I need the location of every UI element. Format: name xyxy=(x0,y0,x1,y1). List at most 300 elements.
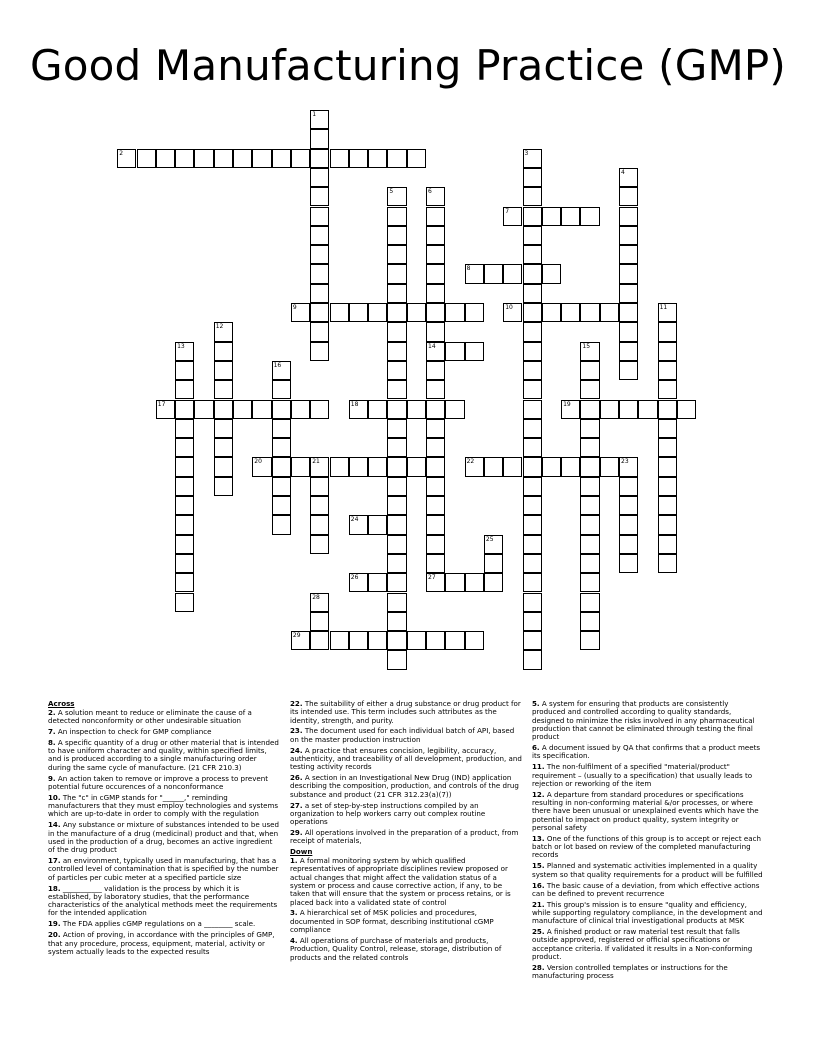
grid-cell[interactable] xyxy=(387,554,406,573)
grid-cell[interactable] xyxy=(349,573,368,592)
grid-cell[interactable] xyxy=(619,322,638,341)
grid-cell[interactable] xyxy=(214,457,233,476)
grid-cell[interactable] xyxy=(387,322,406,341)
grid-cell[interactable] xyxy=(426,400,445,419)
grid-cell[interactable] xyxy=(310,322,329,341)
clue-number-label: 16. xyxy=(532,880,545,890)
clue-number-label: 6. xyxy=(532,743,540,753)
clue-text: An inspection to check for GMP compliance xyxy=(55,726,212,736)
grid-cell[interactable] xyxy=(214,342,233,361)
grid-cell[interactable] xyxy=(426,207,445,226)
grid-cell[interactable] xyxy=(658,342,677,361)
grid-cell[interactable] xyxy=(310,187,329,206)
grid-cell[interactable] xyxy=(445,400,464,419)
grid-cell[interactable] xyxy=(677,400,696,419)
grid-cell[interactable] xyxy=(214,322,233,341)
grid-cell[interactable] xyxy=(291,400,310,419)
grid-cell[interactable] xyxy=(445,573,464,592)
grid-cell[interactable] xyxy=(619,245,638,264)
grid-cell[interactable] xyxy=(580,361,599,380)
clue-text: Planned and systematic activities implemented in a quality system so that quality requirements for a product will be fulfilled xyxy=(532,861,763,879)
grid-cell[interactable] xyxy=(387,380,406,399)
grid-cell[interactable] xyxy=(291,303,310,322)
grid-cell[interactable] xyxy=(407,457,426,476)
grid-cell[interactable] xyxy=(387,284,406,303)
clue xyxy=(290,829,522,846)
grid-cell[interactable] xyxy=(387,226,406,245)
grid-cell[interactable] xyxy=(272,419,291,438)
clue xyxy=(48,709,280,726)
grid-cell[interactable] xyxy=(484,535,503,554)
grid-cell[interactable] xyxy=(580,593,599,612)
clue-number-label: 13. xyxy=(532,833,545,843)
grid-cell[interactable] xyxy=(561,457,580,476)
grid-cell[interactable] xyxy=(175,457,194,476)
grid-cell[interactable] xyxy=(619,168,638,187)
clue-number: 29 xyxy=(292,632,301,640)
grid-cell[interactable] xyxy=(523,573,542,592)
grid-cell[interactable] xyxy=(658,496,677,515)
grid-cell[interactable] xyxy=(523,554,542,573)
grid-cell[interactable] xyxy=(542,264,561,283)
clue-number: 27 xyxy=(428,574,436,582)
clue-text: The FDA applies cGMP regulations on a ________ scale. xyxy=(60,919,256,929)
grid-cell[interactable] xyxy=(214,419,233,438)
grid-cell[interactable] xyxy=(619,496,638,515)
grid-cell[interactable] xyxy=(600,457,619,476)
grid-cell[interactable] xyxy=(175,554,194,573)
grid-cell[interactable] xyxy=(252,149,271,168)
grid-cell[interactable] xyxy=(310,400,329,419)
grid-cell[interactable] xyxy=(387,303,406,322)
grid-cell[interactable] xyxy=(619,187,638,206)
grid-cell[interactable] xyxy=(638,400,657,419)
grid-cell[interactable] xyxy=(156,400,175,419)
grid-cell[interactable] xyxy=(310,535,329,554)
grid-cell[interactable] xyxy=(561,303,580,322)
grid-cell[interactable] xyxy=(387,477,406,496)
grid-cell[interactable] xyxy=(387,264,406,283)
grid-cell[interactable] xyxy=(580,535,599,554)
grid-cell[interactable] xyxy=(619,535,638,554)
grid-cell[interactable] xyxy=(175,573,194,592)
grid-cell[interactable] xyxy=(580,342,599,361)
grid-cell[interactable] xyxy=(310,110,329,129)
grid-cell[interactable] xyxy=(175,400,194,419)
grid-cell[interactable] xyxy=(426,631,445,650)
grid-cell[interactable] xyxy=(580,573,599,592)
clue-number-label: 12. xyxy=(532,789,545,799)
clue xyxy=(48,920,280,928)
grid-cell[interactable] xyxy=(233,400,252,419)
grid-cell[interactable] xyxy=(658,303,677,322)
clue-text: A document issued by QA that confirms that a product meets its specification. xyxy=(532,743,761,761)
grid-cell[interactable] xyxy=(561,400,580,419)
grid-cell[interactable] xyxy=(310,496,329,515)
grid-cell[interactable] xyxy=(214,477,233,496)
grid-cell[interactable] xyxy=(117,149,136,168)
grid-cell[interactable] xyxy=(387,496,406,515)
grid-cell[interactable] xyxy=(330,303,349,322)
grid-cell[interactable] xyxy=(137,149,156,168)
grid-cell[interactable] xyxy=(580,303,599,322)
grid-cell[interactable] xyxy=(426,573,445,592)
grid-cell[interactable] xyxy=(523,400,542,419)
grid-cell[interactable] xyxy=(523,419,542,438)
clue xyxy=(532,862,764,879)
grid-cell[interactable] xyxy=(387,535,406,554)
grid-cell[interactable] xyxy=(368,573,387,592)
grid-cell[interactable] xyxy=(387,438,406,457)
grid-cell[interactable] xyxy=(426,457,445,476)
grid-cell[interactable] xyxy=(368,149,387,168)
grid-cell[interactable] xyxy=(407,303,426,322)
grid-cell[interactable] xyxy=(407,400,426,419)
clue-number-label: 9. xyxy=(48,773,56,783)
grid-cell[interactable] xyxy=(523,264,542,283)
grid-cell[interactable] xyxy=(349,457,368,476)
grid-cell[interactable] xyxy=(580,380,599,399)
clue-number-label: 14. xyxy=(48,820,61,830)
grid-cell[interactable] xyxy=(523,149,542,168)
grid-cell[interactable] xyxy=(465,342,484,361)
grid-cell[interactable] xyxy=(387,342,406,361)
grid-cell[interactable] xyxy=(272,457,291,476)
grid-cell[interactable] xyxy=(542,303,561,322)
grid-cell[interactable] xyxy=(619,400,638,419)
grid-cell[interactable] xyxy=(426,322,445,341)
grid-cell[interactable] xyxy=(426,245,445,264)
grid-cell[interactable] xyxy=(619,477,638,496)
grid-cell[interactable] xyxy=(387,419,406,438)
grid-cell[interactable] xyxy=(523,631,542,650)
grid-cell[interactable] xyxy=(426,361,445,380)
grid-cell[interactable] xyxy=(523,438,542,457)
clue-number-label: 25. xyxy=(532,927,545,937)
grid-cell[interactable] xyxy=(542,457,561,476)
grid-cell[interactable] xyxy=(426,226,445,245)
grid-cell[interactable] xyxy=(523,303,542,322)
grid-cell[interactable] xyxy=(368,457,387,476)
grid-cell[interactable] xyxy=(580,612,599,631)
grid-cell[interactable] xyxy=(175,593,194,612)
grid-cell[interactable] xyxy=(523,380,542,399)
grid-cell[interactable] xyxy=(580,477,599,496)
grid-cell[interactable] xyxy=(272,515,291,534)
grid-cell[interactable] xyxy=(291,457,310,476)
grid-cell[interactable] xyxy=(619,457,638,476)
grid-cell[interactable] xyxy=(175,496,194,515)
clue-text: A departure from standard procedures or specifications resulting in non-conforming material &/or processes, or where there have been unusual or unexplained events which have the potential to impact on product quality, system integrity or personal safety xyxy=(532,789,759,832)
clue-column-2 xyxy=(290,700,522,964)
grid-cell[interactable] xyxy=(426,535,445,554)
grid-cell[interactable] xyxy=(523,168,542,187)
grid-cell[interactable] xyxy=(658,457,677,476)
grid-cell[interactable] xyxy=(523,496,542,515)
grid-cell[interactable] xyxy=(523,477,542,496)
grid-cell[interactable] xyxy=(426,342,445,361)
grid-cell[interactable] xyxy=(310,284,329,303)
grid-cell[interactable] xyxy=(426,303,445,322)
grid-cell[interactable] xyxy=(310,303,329,322)
grid-cell[interactable] xyxy=(349,515,368,534)
grid-cell[interactable] xyxy=(561,207,580,226)
grid-cell[interactable] xyxy=(175,438,194,457)
grid-cell[interactable] xyxy=(426,554,445,573)
grid-cell[interactable] xyxy=(619,264,638,283)
grid-cell[interactable] xyxy=(349,149,368,168)
grid-cell[interactable] xyxy=(658,322,677,341)
grid-cell[interactable] xyxy=(523,515,542,534)
grid-cell[interactable] xyxy=(272,438,291,457)
grid-cell[interactable] xyxy=(523,207,542,226)
clue-text: A hierarchical set of MSK policies and procedures, documented in SOP format, describing institutional cGMP compliance xyxy=(290,908,494,935)
grid-cell[interactable] xyxy=(542,207,561,226)
grid-cell[interactable] xyxy=(156,149,175,168)
grid-cell[interactable] xyxy=(580,631,599,650)
grid-cell[interactable] xyxy=(272,361,291,380)
grid-cell[interactable] xyxy=(387,515,406,534)
grid-cell[interactable] xyxy=(349,631,368,650)
grid-cell[interactable] xyxy=(523,593,542,612)
grid-cell[interactable] xyxy=(619,207,638,226)
grid-cell[interactable] xyxy=(465,631,484,650)
grid-cell[interactable] xyxy=(310,129,329,148)
grid-cell[interactable] xyxy=(658,400,677,419)
clue-number-label: 18. xyxy=(48,883,61,893)
grid-cell[interactable] xyxy=(272,477,291,496)
grid-cell[interactable] xyxy=(658,535,677,554)
grid-cell[interactable] xyxy=(175,535,194,554)
grid-cell[interactable] xyxy=(426,477,445,496)
grid-cell[interactable] xyxy=(214,438,233,457)
grid-cell[interactable] xyxy=(523,322,542,341)
grid-cell[interactable] xyxy=(310,593,329,612)
grid-cell[interactable] xyxy=(387,207,406,226)
grid-cell[interactable] xyxy=(349,303,368,322)
grid-cell[interactable] xyxy=(503,207,522,226)
grid-cell[interactable] xyxy=(291,631,310,650)
grid-cell[interactable] xyxy=(175,515,194,534)
grid-cell[interactable] xyxy=(310,149,329,168)
grid-cell[interactable] xyxy=(272,149,291,168)
grid-cell[interactable] xyxy=(330,149,349,168)
clue-number: 22 xyxy=(466,458,475,466)
grid-cell[interactable] xyxy=(252,457,271,476)
grid-cell[interactable] xyxy=(523,245,542,264)
grid-cell[interactable] xyxy=(580,400,599,419)
clue-text: This group's mission is to ensure "quality and efficiency, while supporting regulatory compliance, in the development and manufacture of clinical trial investigational products at MSK xyxy=(532,899,763,926)
clue xyxy=(532,700,764,741)
grid-cell[interactable] xyxy=(175,380,194,399)
grid-cell[interactable] xyxy=(658,438,677,457)
grid-cell[interactable] xyxy=(426,438,445,457)
grid-cell[interactable] xyxy=(175,361,194,380)
grid-cell[interactable] xyxy=(658,419,677,438)
grid-cell[interactable] xyxy=(580,207,599,226)
grid-cell[interactable] xyxy=(619,554,638,573)
grid-cell[interactable] xyxy=(368,515,387,534)
grid-cell[interactable] xyxy=(619,342,638,361)
grid-cell[interactable] xyxy=(387,612,406,631)
grid-cell[interactable] xyxy=(523,226,542,245)
grid-cell[interactable] xyxy=(330,631,349,650)
grid-cell[interactable] xyxy=(580,554,599,573)
grid-cell[interactable] xyxy=(233,149,252,168)
grid-cell[interactable] xyxy=(368,303,387,322)
grid-cell[interactable] xyxy=(523,342,542,361)
grid-cell[interactable] xyxy=(291,149,310,168)
grid-cell[interactable] xyxy=(658,554,677,573)
clue-text: an environment, typically used in manufacturing, that has a controlled level of contamination that is specified by the number of particles per cubic meter at a specified particle size xyxy=(48,856,279,882)
clue xyxy=(290,727,522,744)
clue-number: 26 xyxy=(350,574,359,582)
clue-number-label: 29. xyxy=(290,828,303,838)
clue-text: A system for ensuring that products are consistently produced and controlled according to quality standards, designed to minimize the risks involved in any pharmaceutical production that cannot be eliminated through testing the final product xyxy=(532,699,755,742)
grid-cell[interactable] xyxy=(426,515,445,534)
grid-cell[interactable] xyxy=(214,400,233,419)
grid-cell[interactable] xyxy=(426,496,445,515)
grid-cell[interactable] xyxy=(445,631,464,650)
grid-cell[interactable] xyxy=(484,554,503,573)
grid-cell[interactable] xyxy=(387,149,406,168)
grid-cell[interactable] xyxy=(503,457,522,476)
grid-cell[interactable] xyxy=(484,264,503,283)
grid-cell[interactable] xyxy=(194,400,213,419)
clue-number: 3 xyxy=(524,149,529,157)
grid-cell[interactable] xyxy=(310,245,329,264)
grid-cell[interactable] xyxy=(619,515,638,534)
grid-cell[interactable] xyxy=(368,400,387,419)
grid-cell[interactable] xyxy=(426,419,445,438)
grid-cell[interactable] xyxy=(349,400,368,419)
grid-cell[interactable] xyxy=(619,303,638,322)
grid-cell[interactable] xyxy=(523,612,542,631)
clue xyxy=(48,931,280,956)
grid-cell[interactable] xyxy=(310,168,329,187)
grid-cell[interactable] xyxy=(387,187,406,206)
grid-cell[interactable] xyxy=(580,515,599,534)
clue-number: 14 xyxy=(428,342,436,350)
grid-cell[interactable] xyxy=(580,457,599,476)
grid-cell[interactable] xyxy=(175,477,194,496)
grid-cell[interactable] xyxy=(310,207,329,226)
grid-cell[interactable] xyxy=(387,457,406,476)
grid-cell[interactable] xyxy=(310,342,329,361)
grid-cell[interactable] xyxy=(272,380,291,399)
clue xyxy=(290,802,522,827)
grid-cell[interactable] xyxy=(175,342,194,361)
grid-cell[interactable] xyxy=(214,149,233,168)
grid-cell[interactable] xyxy=(503,264,522,283)
grid-cell[interactable] xyxy=(503,303,522,322)
clue xyxy=(532,901,764,926)
grid-cell[interactable] xyxy=(310,631,329,650)
grid-cell[interactable] xyxy=(368,631,387,650)
grid-cell[interactable] xyxy=(658,515,677,534)
grid-cell[interactable] xyxy=(523,650,542,669)
grid-cell[interactable] xyxy=(407,631,426,650)
grid-cell[interactable] xyxy=(484,457,503,476)
grid-cell[interactable] xyxy=(194,149,213,168)
grid-cell[interactable] xyxy=(580,496,599,515)
grid-cell[interactable] xyxy=(580,438,599,457)
grid-cell[interactable] xyxy=(426,187,445,206)
grid-cell[interactable] xyxy=(445,303,464,322)
clue-text: All operations of purchase of materials and products, Production, Quality Control, release, storage, distribution of products and the related controls xyxy=(290,935,502,962)
grid-cell[interactable] xyxy=(523,284,542,303)
grid-cell[interactable] xyxy=(658,380,677,399)
grid-cell[interactable] xyxy=(310,457,329,476)
clue-number-label: 22. xyxy=(290,699,303,708)
grid-cell[interactable] xyxy=(387,245,406,264)
grid-cell[interactable] xyxy=(523,361,542,380)
grid-cell[interactable] xyxy=(523,457,542,476)
grid-cell[interactable] xyxy=(330,457,349,476)
grid-cell[interactable] xyxy=(407,149,426,168)
grid-cell[interactable] xyxy=(310,226,329,245)
grid-cell[interactable] xyxy=(387,631,406,650)
grid-cell[interactable] xyxy=(465,303,484,322)
grid-cell[interactable] xyxy=(214,380,233,399)
clue-number-label: 1. xyxy=(290,856,298,866)
grid-cell[interactable] xyxy=(658,477,677,496)
grid-cell[interactable] xyxy=(272,400,291,419)
grid-cell[interactable] xyxy=(310,477,329,496)
grid-cell[interactable] xyxy=(465,457,484,476)
grid-cell[interactable] xyxy=(445,342,464,361)
grid-cell[interactable] xyxy=(619,361,638,380)
grid-cell[interactable] xyxy=(387,593,406,612)
grid-cell[interactable] xyxy=(387,400,406,419)
grid-cell[interactable] xyxy=(523,535,542,554)
grid-cell[interactable] xyxy=(426,284,445,303)
clue xyxy=(48,857,280,882)
grid-cell[interactable] xyxy=(310,515,329,534)
grid-cell[interactable] xyxy=(484,573,503,592)
grid-cell[interactable] xyxy=(214,361,233,380)
grid-cell[interactable] xyxy=(600,400,619,419)
grid-cell[interactable] xyxy=(465,264,484,283)
clue-text: A section in an Investigational New Drug (IND) application describing the composition, production, and controls of the drug substance and product (21 CFR 312.23(a)(7)) xyxy=(290,773,519,799)
grid-cell[interactable] xyxy=(252,400,271,419)
grid-cell[interactable] xyxy=(310,264,329,283)
grid-cell[interactable] xyxy=(580,419,599,438)
clue-text: Version controlled templates or instructions for the manufacturing process xyxy=(532,962,728,981)
grid-cell[interactable] xyxy=(619,226,638,245)
clue-text: A formal monitoring system by which qualified representatives of appropriate disciplines review proposed or actual changes that might affect the validation status of a system or process and cause corrective action, if any, to be taken that will ensure that the system or process retains, or is placed back into a validated state of control xyxy=(290,856,511,907)
grid-cell[interactable] xyxy=(175,149,194,168)
grid-cell[interactable] xyxy=(600,303,619,322)
clue-number-label: 21. xyxy=(532,899,545,909)
grid-cell[interactable] xyxy=(387,650,406,669)
clue xyxy=(290,937,522,962)
grid-cell[interactable] xyxy=(426,264,445,283)
clue xyxy=(532,928,764,961)
clue-text: ___________ validation is the process by which it is established, by laboratory studies, that the performance characteristics of the analytical methods meet the requirements for the intended application xyxy=(48,883,278,918)
grid-cell[interactable] xyxy=(619,284,638,303)
grid-cell[interactable] xyxy=(426,380,445,399)
grid-cell[interactable] xyxy=(523,187,542,206)
grid-cell[interactable] xyxy=(175,419,194,438)
grid-cell[interactable] xyxy=(658,361,677,380)
grid-cell[interactable] xyxy=(272,496,291,515)
grid-cell[interactable] xyxy=(465,573,484,592)
clue-number-label: 15. xyxy=(532,861,545,871)
grid-cell[interactable] xyxy=(387,573,406,592)
grid-cell[interactable] xyxy=(387,361,406,380)
grid-cell[interactable] xyxy=(310,612,329,631)
